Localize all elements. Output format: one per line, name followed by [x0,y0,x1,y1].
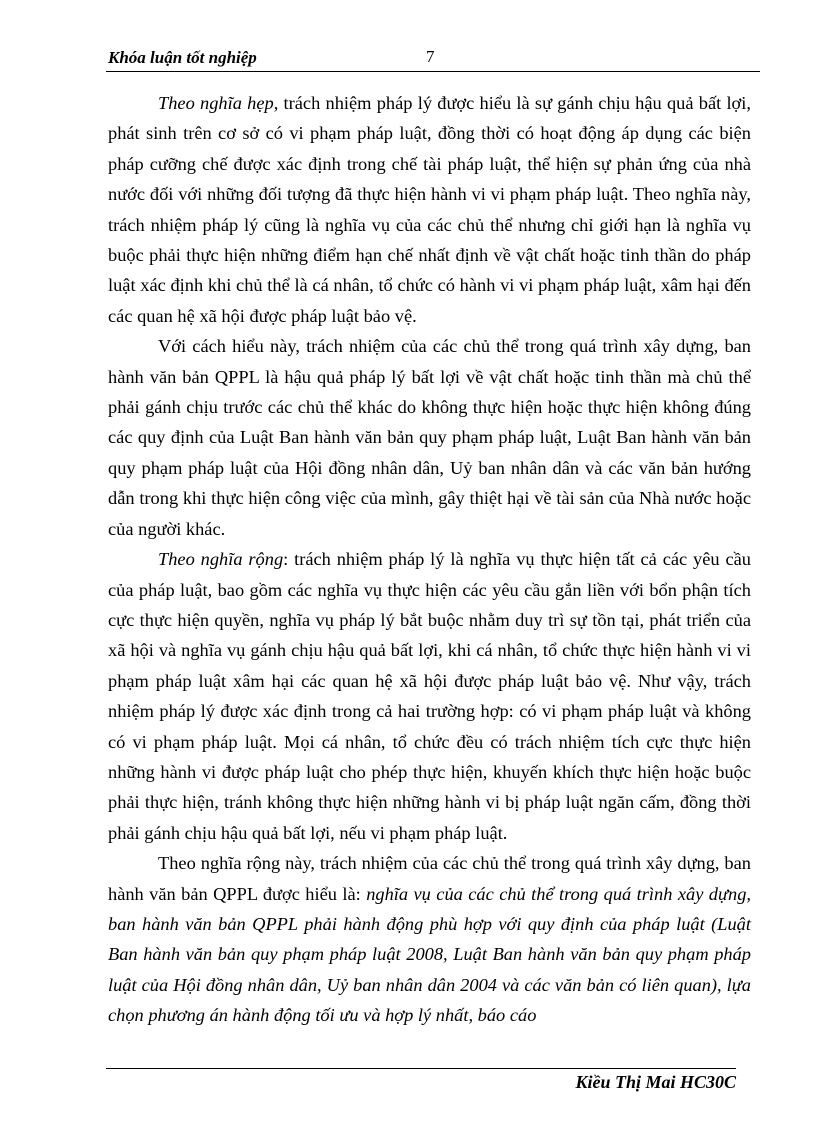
paragraph-broad-definition [108,848,751,1030]
paragraph-text: : trách nhiệm pháp lý là nghĩa vụ thực hiện tất cả các yêu cầu của pháp luật, bao gồm các nghĩa vụ thực hiện các yêu cầu gắn liền với bổn phận tích cực thực hiện quyền, nghĩa vụ pháp lý bắt buộc nhằm duy trì sự tồn tại, phát triển của xã hội và nghĩa vụ gánh chịu hậu quả bất lợi, khi cá nhân, tổ chức thực hiện hành vi vi phạm pháp luật xâm hại các quan hệ xã hội được pháp luật bảo vệ. Như vậy, trách nhiệm pháp lý được xác định trong cả hai trường hợp: có vi phạm pháp luật và không có vi phạm pháp luật. Mọi cá nhân, tổ chức đều có trách nhiệm tích cực thực hiện những hành vi được pháp luật cho phép thực hiện, khuyến khích thực hiện hoặc buộc phải thực hiện, tránh không thực hiện những hành vi bị pháp luật ngăn cấm, đồng thời phải gánh chịu hậu quả bất lợi, nếu vi phạm pháp luật. [108,549,751,843]
paragraph-text: Với cách hiểu này, trách nhiệm của các chủ thể trong quá trình xây dựng, ban hành văn bản QPPL là hậu quả pháp lý bất lợi về vật chất hoặc tinh thần mà chủ thể phải gánh chịu trước các chủ thể khác do không thực hiện hoặc thực hiện không đúng các quy định của Luật Ban hành văn bản quy phạm pháp luật, Luật Ban hành văn bản quy phạm pháp luật của Hội đồng nhân dân, Uỷ ban nhân dân và các văn bản hướng dẫn trong khi thực hiện công việc của mình, gây thiệt hại về tài sản của Nhà nước hoặc của người khác. [108,336,751,539]
header-divider [106,71,760,72]
page-number: 7 [426,47,435,66]
paragraph-lead-italic: Theo nghĩa hẹp [158,93,274,113]
paragraph-interpretation [108,331,751,544]
paragraph-trail-italic: nghĩa vụ của các chủ thể trong quá trình xây dựng, ban hành văn bản QPPL phải hành động phù hợp với quy định của pháp luật (Luật Ban hành văn bản quy phạm pháp luật 2008, Luật Ban hành văn bản quy phạm pháp luật của Hội đồng nhân dân, Uỷ ban nhân dân 2004 và các văn bản có liên quan), lựa chọn phương án hành động tối ưu và hợp lý nhất, báo cáo [108,883,751,1026]
paragraph-lead-italic: Theo nghĩa rộng [158,549,284,570]
document-body [108,88,751,1031]
footer-author: Kiều Thị Mai HC30C [575,1072,736,1092]
header-title: Khóa luận tốt nghiệp [108,48,257,67]
paragraph-narrow-sense [108,88,751,331]
paragraph-text: , trách nhiệm pháp lý được hiểu là sự gánh chịu hậu quả bất lợi, phát sinh trên cơ sở có vi phạm pháp luật, đồng thời có hoạt động áp dụng các biện pháp cưỡng chế được xác định trong chế tài pháp luật, thể hiện sự phản ứng của nhà nước đối với những đối tượng đã thực hiện hành vi vi phạm pháp luật. Theo nghĩa này, trách nhiệm pháp lý cũng là nghĩa vụ của các chủ thể nhưng chỉ giới hạn là nghĩa vụ buộc phải thực hiện những điểm hạn chế nhất định về vật chất hoặc tinh thần do pháp luật xác định khi chủ thể là cá nhân, tổ chức có hành vi vi phạm pháp luật, xâm hại đến các quan hệ xã hội được pháp luật bảo vệ. [108,93,751,326]
footer-divider [106,1068,736,1069]
paragraph-broad-sense [108,544,751,848]
paragraph-text: Theo nghĩa rộng này, trách nhiệm của các chủ thể trong quá trình xây dựng, ban hành văn bản QPPL được hiểu là: [108,853,751,904]
